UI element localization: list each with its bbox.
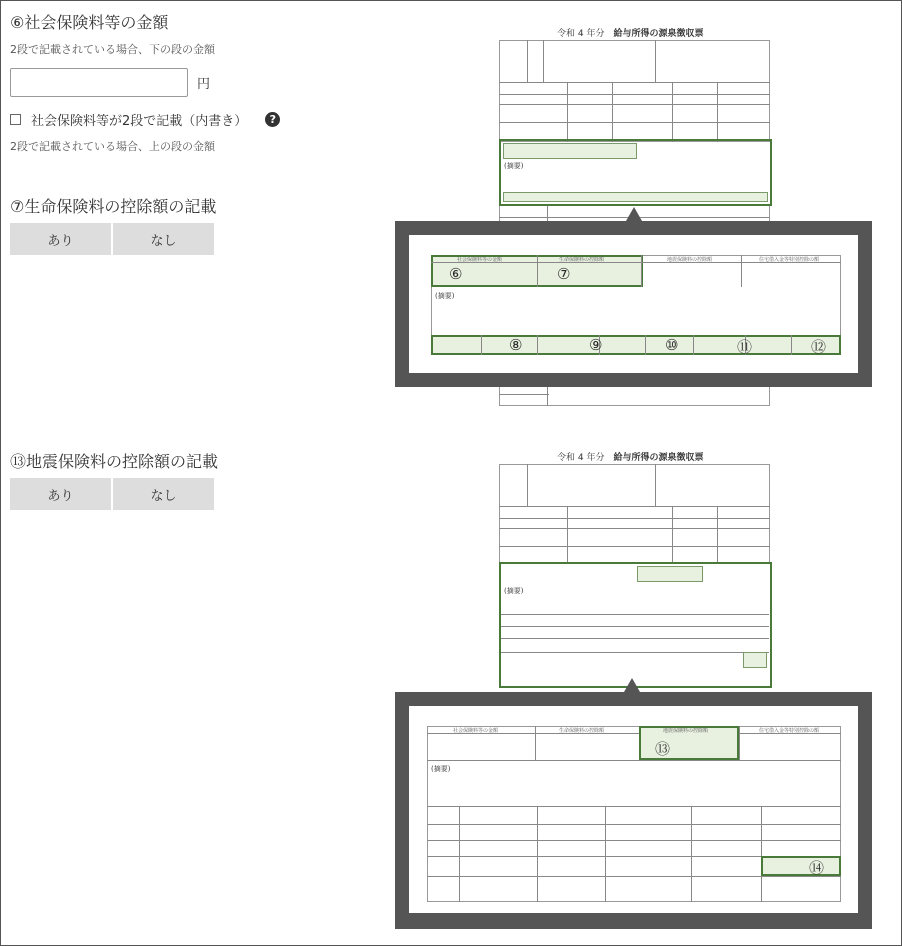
form-title: 令和 4 年分 給与所得の源泉徴収票: [557, 453, 704, 463]
zoom-frame-1: [395, 221, 872, 387]
section-title: ⑬地震保険料の控除額の記載: [10, 452, 219, 471]
help-icon[interactable]: ?: [265, 112, 280, 127]
zoom-content-1: 社会保険料等の金額 生命保険料の控除額 地震保険料の控除額 住宅借入金等特別控除の額 ⑥ ⑦ (摘要) ⑧ ⑨ ⑩ ⑪ ⑫: [409, 235, 858, 373]
withholding-slip-image-1: 令和 4 年分 給与所得の源泉徴収票 (摘要): [497, 22, 772, 410]
form-upper-block: [499, 40, 770, 142]
life-insurance-toggle: [10, 223, 214, 255]
marker-8: ⑧: [509, 336, 523, 354]
section-life-insurance: [10, 194, 216, 217]
life-insurance-no-button[interactable]: なし: [113, 223, 214, 255]
marker-13: ⑬: [655, 740, 671, 758]
zoom-frame-2: [395, 692, 872, 929]
amount-row: [10, 68, 210, 97]
section-social-insurance: [10, 10, 168, 33]
marker-11: ⑪: [737, 338, 753, 356]
life-insurance-yes-button[interactable]: あり: [10, 223, 111, 255]
note-upper-row: 2段で記載されている場合、上の段の金額: [10, 140, 215, 153]
yen-unit: 円: [197, 77, 211, 92]
form-title: 令和 4 年分 給与所得の源泉徴収票: [557, 29, 704, 39]
two-tier-checkbox-label[interactable]: 社会保険料等が2段で記載（内書き）: [31, 114, 248, 129]
marker-14: ⑭: [809, 859, 825, 877]
marker-6: ⑥: [449, 265, 463, 283]
withholding-slip-image-2: 令和 4 年分 給与所得の源泉徴収票 (摘要): [497, 446, 772, 696]
form-upper-block: [499, 464, 770, 564]
marker-7: ⑦: [557, 265, 571, 283]
social-insurance-amount-input[interactable]: [10, 68, 188, 97]
marker-10: ⑩: [665, 336, 679, 354]
earthquake-insurance-toggle: [10, 478, 214, 510]
earthquake-insurance-no-button[interactable]: なし: [113, 478, 214, 510]
section-title: ⑦生命保険料の控除額の記載: [10, 197, 217, 216]
two-tier-checkbox-row[interactable]: [10, 110, 280, 129]
zoom-content-2: 社会保険料等の金額 生命保険料の控除額 地震保険料の控除額 住宅借入金等特別控除の額 ⑬ (摘要) ⑭: [409, 706, 858, 913]
highlight-box: [499, 562, 772, 688]
marker-12: ⑫: [811, 338, 827, 356]
marker-9: ⑨: [589, 336, 603, 354]
zoom-pointer: [624, 678, 640, 692]
earthquake-insurance-yes-button[interactable]: あり: [10, 478, 111, 510]
note-lower-row: 2段で記載されている場合、下の段の金額: [10, 43, 215, 56]
zoom-pointer: [626, 207, 642, 221]
two-tier-checkbox[interactable]: [10, 114, 21, 125]
section-title: ⑥社会保険料等の金額: [10, 13, 169, 32]
section-earthquake-insurance: [10, 449, 218, 472]
